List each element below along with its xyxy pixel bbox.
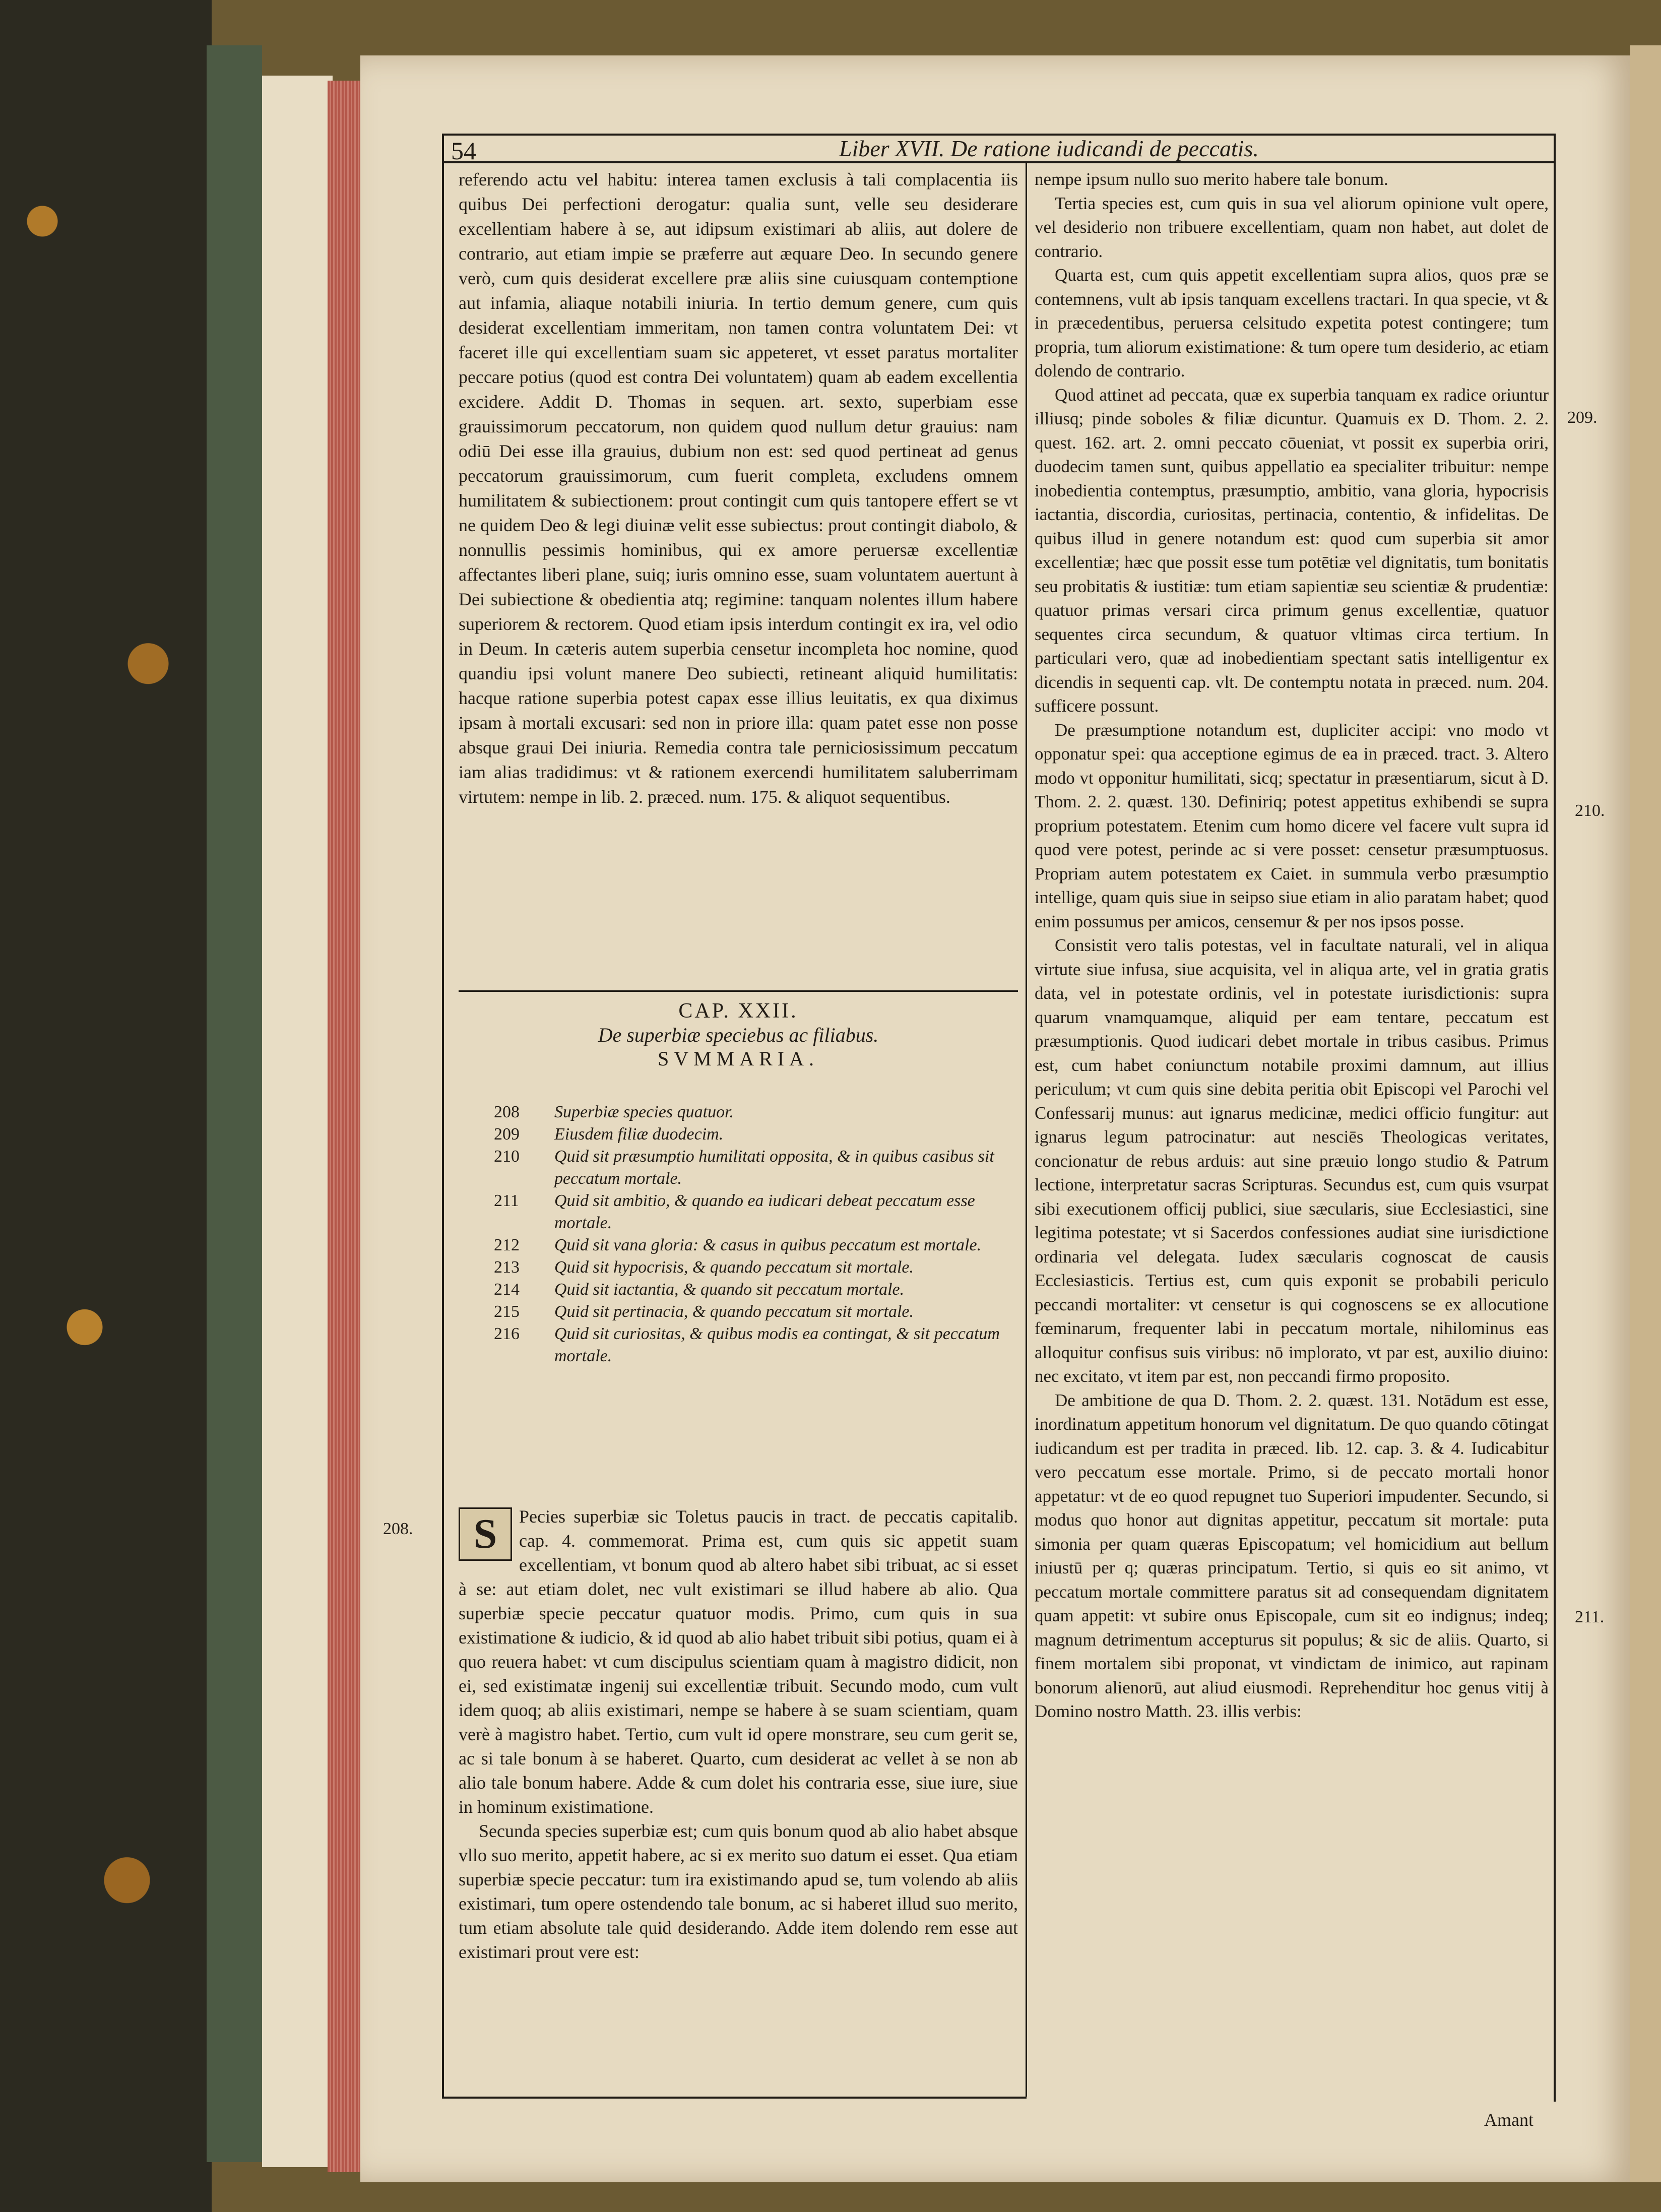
summary-number: 213 bbox=[494, 1258, 520, 1277]
summary-text: Quid sit vana gloria: & casus in quibus peccatum est mortale. bbox=[554, 1236, 982, 1254]
right-paragraph: Quod attinet ad peccata, quæ ex superbia tanquam ex radice oriuntur illiusq; pinde soboles & filiæ dicuntur. Quamuis ex D. Thom. 2. 2. quest. 162. art. 2. omni peccato cōueniat, vt possit ex superbia oriri, duodecim tamen sunt, quibus appellatio ea specialiter tribuitur: nempe inobedientia contemptus, præsumptio, ambitio, vana gloria, hypocrisis iactantia, discordia, curiositas, pertinacia, contentio, & infidelitas. De quibus illud in genere notandum est: quod cum superbia sit amor excellentiæ; hæc que possit esse tum potētiæ vel dignitatis, tum bonitatis seu probitatis & iustitiæ: tum etiam sapientiæ seu scientiæ & prudentiæ: quatuor primas versari circa primum genus excellentiæ, quatuor sequentes circa secundum, & quatuor vltimas circa tertium. In particulari vero, quæ ad inobedientiam spectant satis intelligentur ex dicendis in sequenti cap. vlt. De contemptu notata in præced. num. 204. sufficere possunt. bbox=[1035, 385, 1549, 716]
chapter-heading bbox=[459, 999, 1018, 1070]
summary-item bbox=[494, 1123, 1018, 1146]
summary-number: 210 bbox=[494, 1147, 520, 1166]
summary-text: Quid sit hypocrisis, & quando peccatum sit mortale. bbox=[554, 1258, 914, 1277]
margin-number-208: 208. bbox=[383, 1520, 413, 1538]
summary-number: 216 bbox=[494, 1324, 520, 1343]
column-divider bbox=[1026, 161, 1027, 2097]
summary-item bbox=[494, 1234, 1018, 1256]
left-column-body bbox=[459, 1504, 1018, 1964]
summary-text: Quid sit pertinacia, & quando peccatum sit mortale. bbox=[554, 1302, 914, 1321]
chapter-title: CAP. XXII. bbox=[678, 999, 798, 1023]
summary-item bbox=[494, 1301, 1018, 1323]
margin-number-209: 209. bbox=[1567, 408, 1598, 427]
summary-number: 212 bbox=[494, 1236, 520, 1254]
summary-text: Quid sit præsumptio humilitati opposita, & in quibus casibus sit peccatum mortale. bbox=[554, 1147, 994, 1188]
right-paragraph: Quarta est, cum quis appetit excellentiam supra alios, quos præ se contemnens, vult ab ipsis tanquam excellens tractari. In qua specie, vt & in præcedentibus, peruersa celsitudo expetita potest contingere; tum propria, tum aliorum existimatione: & tum opere tum desiderio, ac etiam dolendo de contrario. bbox=[1035, 265, 1549, 381]
summary-text: Quid sit ambitio, & quando ea iudicari debeat peccatum esse mortale. bbox=[554, 1191, 975, 1232]
summary-number: 208 bbox=[494, 1103, 520, 1121]
summary-number: 211 bbox=[494, 1191, 519, 1210]
summary-text: Quid sit iactantia, & quando sit peccatum mortale. bbox=[554, 1280, 905, 1299]
chapter-subtitle: De superbiæ speciebus ac filiabus. bbox=[598, 1024, 879, 1046]
body-text: Pecies superbiæ sic Toletus paucis in tract. de peccatis capitalib. cap. 4. commemorat. Prima est, cum quis sic appetit suam excellentiam, vt bonum quod ab altero habet sibi tribuat, ac si esset à se: aut etiam dolet, nec vult existimari se illud habere ab alio. Qua superbiæ specie peccatur quatuor modis. Primo, cum quis in sua existimatione & iudicio, & id quod ab alio habet tribuit sibi potius, quam ei à quo reuera habet: vt cum discipulus scientiam quam à magistro didicit, non ei, sed existimatæ ingenij sui excellentiæ tribuit. Secundo modo, cum vult idem quoq; ab aliis existimari, nempe se habere à se suam scientiam, quam verè à magistro habet. Tertio, cum vult id opere monstrare, seu cum gerit se, ac si tale bonum à se haberet. Quarto, cum desiderat ac vellet à se non ab alio tale bonum habere. Adde & cum dolet his contraria esse, siue iure, siue in hominum existimatione. bbox=[459, 1506, 1018, 1817]
page-edges bbox=[328, 81, 363, 2172]
margin-number-211: 211. bbox=[1575, 1608, 1605, 1626]
cover-edge bbox=[207, 45, 262, 2162]
right-paragraph: nempe ipsum nullo suo merito habere tale bonum. bbox=[1035, 169, 1388, 189]
left-rule bbox=[442, 134, 444, 2097]
right-paragraph: De ambitione de qua D. Thom. 2. 2. quæst. 131. Notādum est esse, inordinatum appetitum honorum vel dignitatum. De quo quando cōtingat iudicandum est per tradita in præced. lib. 12. cap. 3. & 4. Iudicabitur vero peccatum esse mortale. Primo, si de peccato mortali honor appetatur: vt de eo quod repugnet tuo Superiori impudenter. Secundo, si modus quo honor aut dignitas appetitur, peccatum sit mortale: puta simonia per quam quæras Episcopatum; vel homicidium aut bellum iniustū per q; quæras principatum. Tertio, si quis eo sit animo, vt peccatum mortale committere paratus sit ad consequendam dignitatem quam appetit: vt subire onus Episcopale, cum sit eo indignus; indeq; magnum detrimentum accepturus sit populus; & sic de aliis. Quarto, si finem mortalem sibi proponat, vt vindictam de inimico, aut rapinam bonorum alienorū, aut aliud eiusmodi. Reprehenditur hoc genus vitij à Domino nostro Matth. 23. illis verbis: bbox=[1035, 1390, 1549, 1721]
left-column-paragraph: referendo actu vel habitu: interea tamen exclusis à tali complacentia iis quibus Dei perfectioni derogatur: qualia sunt, velle seu desiderare excellentiam habere à se, aut idipsum existimari ab aliis, aut dolere de contrario, aut etiam impie se præferre aut æquare Deo. In secundo genere verò, cum quis desiderat excellere præ aliis sine cuiusquam contemptione aut infamia, aliaque notabili iniuria. In tertio demum genere, cum quis desiderat excellentiam immeritam, non tamen contra voluntatem Dei: vt faceret ille qui excellentiam suam sic appeteret, vt esset paratus mortaliter peccare potius (quod est contra Dei voluntatem) quam ab eadem excellentia excidere. Addit D. Thomas in sequen. art. sexto, superbiam esse grauissimorum peccatorum, non quidem quod nullum detur grauius: nam odiū Dei esse illa grauius, dubium non est: sed quod pertineat ad genus peccatorum grauissimorum, cum fuerit completa, excludens omnem humilitatem & subiectionem: prout contingit cum quis tantopere effert se vt ne quidem Deo & legi diuinæ velit esse subiectus: prout contingit diabolo, & nonnullis pessimis hominibus, qui ex amore peruersæ excellentiæ affectantes liberi plane, suiq; iuris omnino esse, suam voluntatem auertunt à Dei subiectione & obedientia atq; regimine: tanquam nolentes illum habere superiorem & rectorem. Quod etiam ipsis interdum contingit ex ira, vel odio in Deum. In cæteris autem superbia censetur incompleta hoc nomine, quod quandiu ipsi volunt manere Deo subiecti, retineant aliquid humilitatis: hacque ratione superbia potest capax esse illius leuitatis, ex qua diximus ipsam à mortali excusari: sed non in priore illa: quam patet esse non posse absque graui Dei iniuria. Remedia contra tale perniciosissimum peccatum iam alias tradidimus: vt & rationem exercendi humilitatem saluberrimam virtutem: nempe in lib. 2. præced. num. 175. & aliquot sequentibus. bbox=[459, 169, 1018, 807]
right-paragraph: Consistit vero talis potestas, vel in facultate naturali, vel in aliqua virtute siue infusa, siue acquisita, vel in aliqua arte, vel in gratia gratis data, vel in potestate ordinis, vel in potestate iurisdictionis: supra quarum vnamquamque, aliquid per eam tentare, peccatum est præsumptionis. Quod iudicari debet mortale in tribus casibus. Primus est, cum habet coniunctum notabile proximi damnum, aut illius periculum; vt cum quis sine debita peritia obit Episcopi vel Parochi vel Confessarij munus: aut ignarus medicinæ, medici officio fungitur: aut ignarus legum patrocinatur: aut nesciēs Theologicas veritates, concionatur de rebus arduis: aut sine præuio longo studio & Patrum lectione, interpretatur sacras Scripturas. Secundus est, cum quis vsurpat sibi executionem officij publici, siue sæcularis, siue Ecclesiastici, sine legitima potestate; vt si Sacerdos confessiones audiat sine iurisdictione ordinaria vel delegata. Iudex sæcularis cognoscat de causis Ecclesiasticis. Tertius est, cum quis exponit se probabili periculo peccandi mortaliter: vt censetur is qui cognoscens se ex allocutione fœminarum, frequenter labi in peccatum mortale, nihilominus eas alloquitur confisus suis viribus: nō implorato, vt par est, auxilio diuino: nec excitato, vt item par est, non peccandi firmo proposito. bbox=[1035, 935, 1549, 1386]
summary-number: 209 bbox=[494, 1125, 520, 1144]
summary-text: Quid sit curiositas, & quibus modis ea contingat, & sit peccatum mortale. bbox=[554, 1324, 1000, 1365]
body-paragraph bbox=[459, 1504, 1018, 1819]
summaria-heading: SVMMARIA. bbox=[657, 1047, 819, 1070]
summary-item bbox=[494, 1279, 1018, 1301]
right-rule bbox=[1554, 134, 1556, 2102]
right-paragraph: Tertia species est, cum quis in sua vel aliorum opinione vult opere, vel desiderio non tribuere excellentiam, quam non habet, aut dolet de contrario. bbox=[1035, 193, 1549, 261]
summary-item bbox=[494, 1190, 1018, 1234]
summary-item bbox=[494, 1256, 1018, 1279]
catchword: Amant bbox=[1484, 2110, 1534, 2130]
summary-text: Eiusdem filiæ duodecim. bbox=[554, 1125, 724, 1144]
summary-number: 214 bbox=[494, 1280, 520, 1299]
summary-item bbox=[494, 1146, 1018, 1190]
summary-list bbox=[494, 1101, 1018, 1367]
endpaper bbox=[262, 76, 333, 2167]
bottom-rule bbox=[442, 2097, 1027, 2099]
summary-number: 215 bbox=[494, 1302, 520, 1321]
book-page bbox=[360, 55, 1630, 2182]
body-paragraph: Secunda species superbiæ est; cum quis bonum quod ab alio habet absque vllo suo merito, appetit habere, ac si ex merito suo datum ei esset. Qua etiam superbiæ specie peccatur: tum ira existimando apud se, tum volendo ab aliis existimari, tum opere ostendendo tale bonum, ac si haberet illud suo merito, tum etiam absolute tale quid desiderando. Adde item dolendo rem esse aut existimari prout vere est: bbox=[459, 1821, 1018, 1962]
drop-cap: S bbox=[459, 1507, 512, 1561]
running-title: Liber XVII. De ratione iudicandi de peccatis. bbox=[839, 136, 1259, 161]
page-number: 54 bbox=[451, 137, 476, 165]
summary-item bbox=[494, 1323, 1018, 1367]
right-paragraph: De præsumptione notandum est, dupliciter accipi: vno modo vt opponatur spei: qua acceptione egimus de ea in præced. tract. 3. Altero modo vt opponitur humilitati, sicq; spectatur in præsentiarum, sicut à D. Thom. 2. 2. quæst. 130. Definiriq; potest appetitus exhibendi se supra proprium potestatem. Etenim cum homo dicere vel facere vult supra id quod vere potest, perinde ac si vere posset: censetur præsumptuosus. Propriam autem potestatem ex Caiet. in summula verbo præsumptio intellige, quam quis siue in seipso siue etiam in alio paratam habet; quod enim possumus per amicos, censemur & per nos ipsos posse. bbox=[1035, 720, 1549, 931]
summary-item bbox=[494, 1101, 1018, 1123]
right-column bbox=[1035, 167, 1549, 1724]
left-column-top bbox=[459, 167, 1018, 809]
summary-text: Superbiæ species quatuor. bbox=[554, 1103, 734, 1121]
book-cover bbox=[0, 0, 212, 2212]
margin-number-210: 210. bbox=[1575, 801, 1605, 820]
chapter-rule bbox=[459, 990, 1018, 992]
facing-page-edge bbox=[1630, 45, 1661, 2182]
